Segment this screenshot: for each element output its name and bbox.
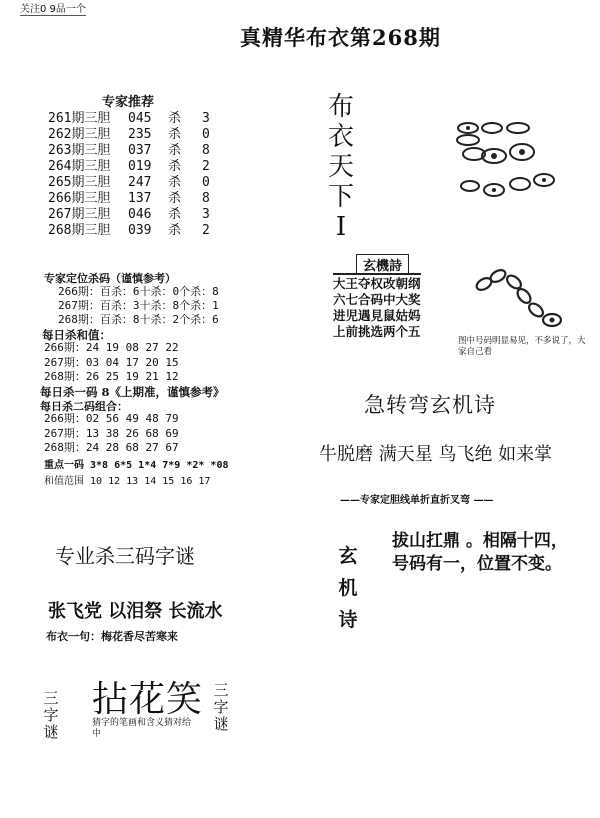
chain-image (470, 268, 570, 334)
recommend-row: 267期三胆 046 杀 3 (48, 207, 210, 222)
recommend-row: 264期三胆 019 杀 2 (48, 159, 210, 174)
recommend-heading: 专家推荐 (102, 95, 155, 110)
recommend-row: 262期三胆 235 杀 0 (48, 127, 210, 142)
expert-line: ——专家定胆线单折直折叉弯 —— (340, 495, 494, 506)
daily-sum-row: 267期：03 04 17 20 15 (44, 355, 179, 369)
recommend-row: 266期三胆 137 杀 8 (48, 191, 210, 206)
poem-line: 上前挑选两个五 (333, 324, 421, 339)
buyi-line: 布衣一句：梅花香尽苦寒来 (46, 630, 178, 643)
recommend-list (48, 111, 232, 239)
daily-two-heading: 每日杀二码组合： (40, 400, 128, 413)
side-label-left: 三字谜 (43, 689, 59, 741)
xuanji-text (392, 530, 568, 576)
sum-value-range: 和值范围 10 12 13 14 15 16 17 (44, 476, 211, 487)
chain-note: 图中号码明显易见，不多说了，大家自己看 (458, 336, 586, 357)
focus-code-line: 重点一码 3*8 6*5 1*4 7*9 *2* *08 (44, 460, 229, 471)
daily-two-row: 268期：24 28 68 27 67 (44, 441, 179, 454)
daily-sum-row: 268期：26 25 19 21 12 (44, 370, 179, 383)
position-kill-row: 266期：百杀：6十杀：0个杀：8 (58, 285, 219, 298)
coin-pattern-image (448, 110, 566, 210)
professional-title: 专业杀三码字谜 (55, 544, 195, 568)
side-label-right: 三字谜 (213, 681, 229, 733)
poem-line: 大王夺权改朝纲 (333, 276, 421, 291)
poem-line: 六七合码中大奖 (333, 292, 421, 307)
position-kill-row: 268期：百杀：8十杀：2个杀：6 (58, 313, 219, 326)
daily-sum-row: 266期：24 19 08 27 22 (44, 341, 179, 354)
position-kill-heading: 专家定位杀码（谨慎参考） (44, 272, 176, 285)
riddle-answer: 拈花笑 (92, 679, 204, 720)
daily-one-code: 每日杀一码 8《上期准，谨慎参考》 (40, 385, 225, 399)
xuanji-heading: 玄機詩 (356, 254, 409, 275)
poem-line: 进児遇見鼠姑妈 (333, 308, 421, 323)
recommend-row: 265期三胆 247 杀 0 (48, 175, 210, 190)
professional-riddle: 张飞党 以泪祭 长流水 (48, 601, 223, 622)
daily-two-row: 267期：13 38 26 68 69 (44, 426, 179, 440)
top-caption: 关注0 9品一个 (20, 0, 86, 16)
four-phrases: 牛脱磨 满天星 鸟飞绝 如来掌 (319, 444, 553, 465)
daily-sum-heading: 每日杀和值： (42, 328, 111, 342)
recommend-row: 268期三胆 039 杀 2 (48, 223, 210, 238)
daily-two-row: 266期：02 56 49 48 79 (44, 412, 179, 425)
xuanji-text-line: 拔山扛鼎 。相隔十四， (392, 531, 568, 551)
recommend-row: 261期三胆 045 杀 3 (48, 111, 210, 126)
xuanji-text-line: 号码有一，位置不变。 (392, 554, 562, 574)
xuanji-poem (333, 273, 421, 340)
page-title: 真精华布衣第268期 (240, 25, 441, 50)
riddle-poem-title: 急转弯玄机诗 (364, 393, 496, 417)
answer-note: 猜字的笔画和含义猜对给中 (92, 718, 192, 739)
daily-sum-list (44, 341, 179, 385)
position-kill-row: 267期：百杀：3十杀：8个杀：1 (58, 299, 219, 312)
position-kill-list (58, 285, 219, 327)
xuanji-vertical-label: 玄机诗 (338, 545, 358, 631)
vertical-title: 布衣天下Ⅰ (327, 92, 354, 242)
daily-two-list (44, 412, 179, 456)
recommend-row: 263期三胆 037 杀 8 (48, 143, 210, 158)
